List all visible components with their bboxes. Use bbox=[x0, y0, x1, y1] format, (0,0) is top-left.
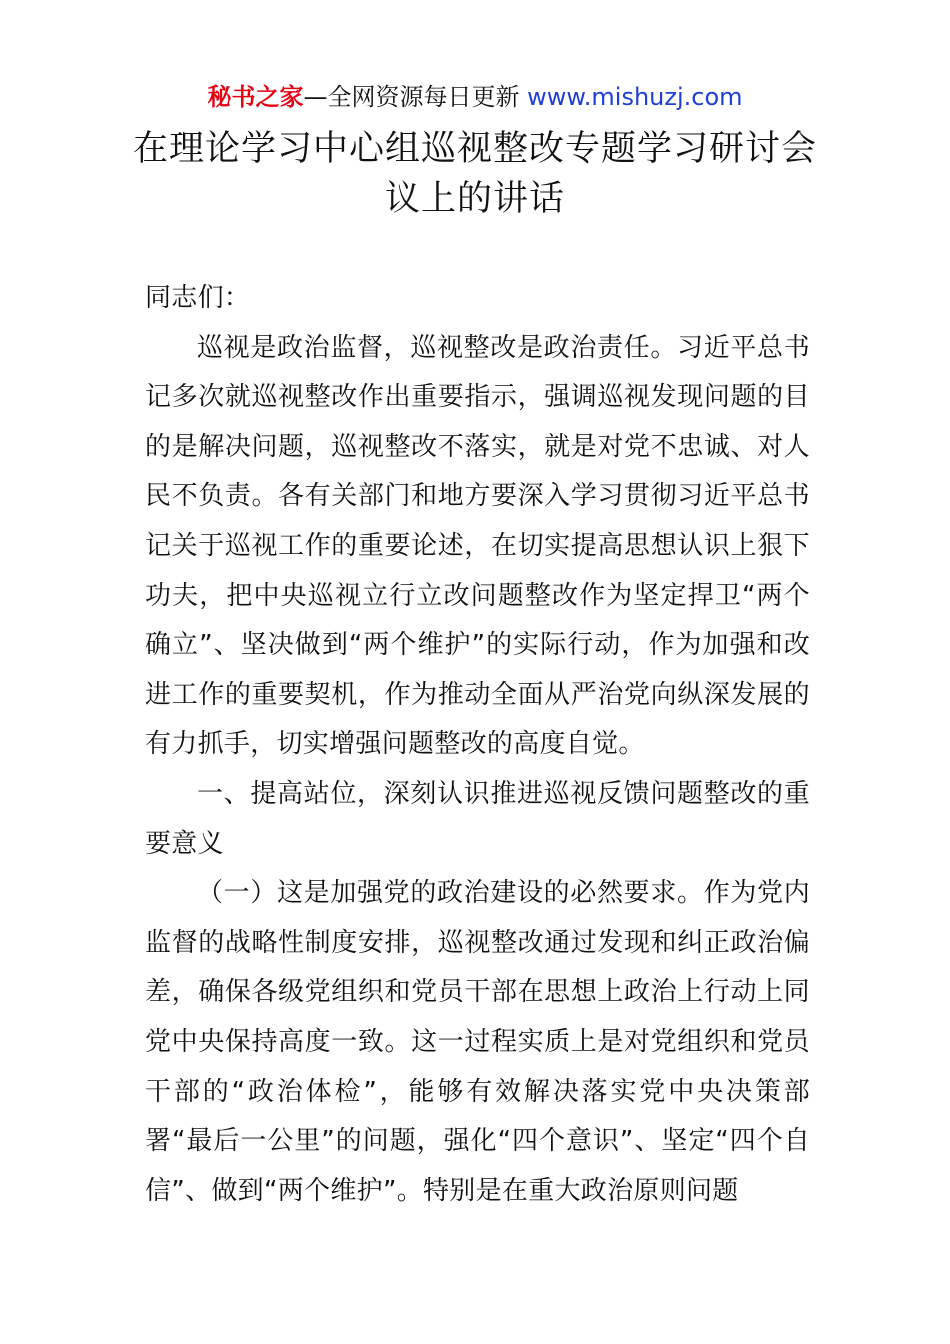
site-banner bbox=[0, 80, 950, 114]
brand-name: 秘书之家 bbox=[207, 83, 304, 111]
site-url-link[interactable]: www.mishuzj.com bbox=[527, 83, 743, 111]
paragraph-intro: 巡视是政治监督，巡视整改是政治责任。习近平总书记多次就巡视整改作出重要指示，强调巡视发现问题的目的是解决问题，巡视整改不落实，就是对党不忠诚、对人民不负责。各有关部门和地方要深入学习贯彻习近平总书记关于巡视工作的重要论述，在切实提高思想认识上狠下功夫，把中央巡视立行立改问题整改作为坚定捍卫“两个确立”、坚决做到“两个维护”的实际行动，作为加强和改进工作的重要契机，作为推动全面从严治党向纵深发展的有力抓手，切实增强问题整改的高度自觉。 bbox=[145, 332, 810, 760]
brand-tagline: —全网资源每日更新 bbox=[303, 83, 528, 111]
greeting: 同志们： bbox=[145, 283, 251, 313]
paragraph-subsection-1: （一）这是加强党的政治建设的必然要求。作为党内监督的战略性制度安排，巡视整改通过发现和纠正政治偏差，确保各级党组织和党员干部在思想上政治上行动上同党中央保持高度一致。这一过程实质上是对党组织和党员干部的“政治体检”，能够有效解决落实党中央决策部署“最后一公里”的问题，强化“四个意识”、坚定“四个自信”、做到“两个维护”。特别是在重大政治原则问题 bbox=[145, 878, 810, 1206]
document-title: 在理论学习中心组巡视整改专题学习研讨会议上的讲话 bbox=[132, 129, 817, 219]
document-body bbox=[145, 274, 810, 1216]
section-heading-1: 一、提高站位，深刻认识推进巡视反馈问题整改的重要意义 bbox=[145, 778, 810, 859]
